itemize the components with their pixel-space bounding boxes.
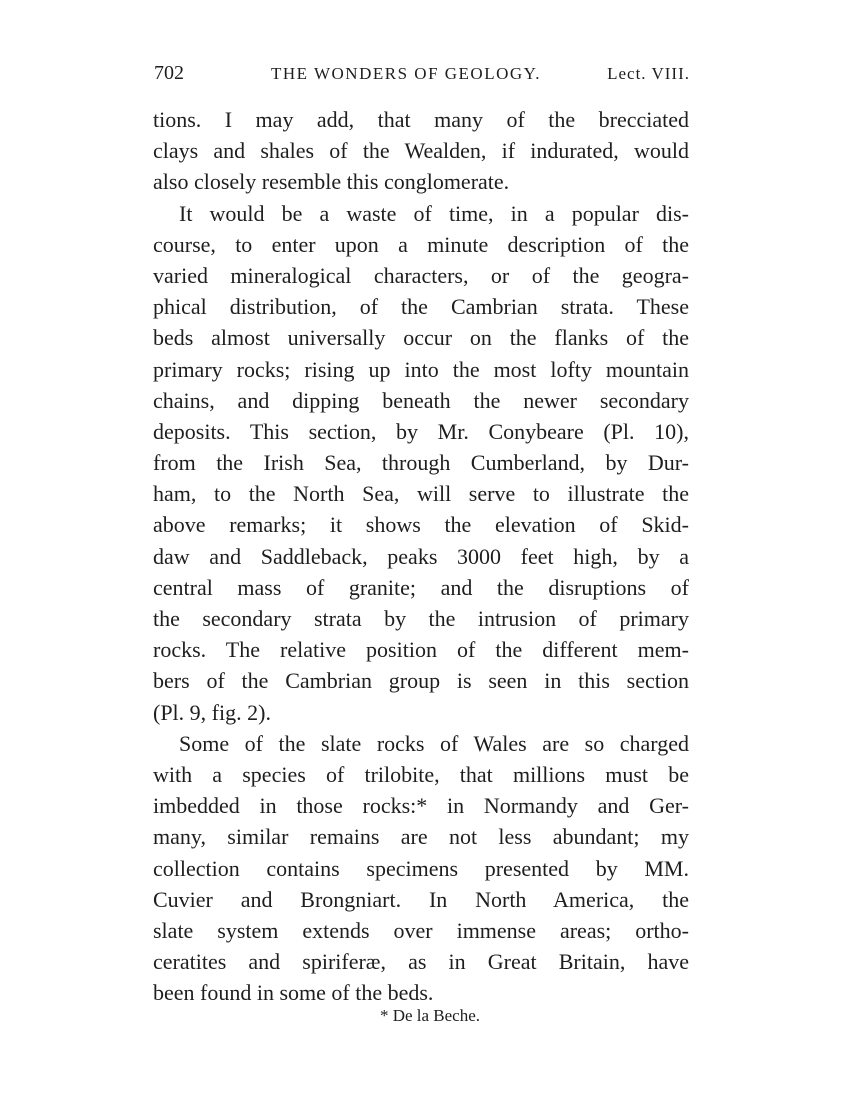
body-text [153, 104, 689, 1008]
text-line: from the Irish Sea, through Cumberland, by Dur- [153, 450, 689, 476]
paragraph [153, 728, 689, 1009]
text-line: imbedded in those rocks:* in Normandy and Ger- [153, 793, 689, 819]
text-line: also closely resemble this conglomerate. [153, 169, 510, 195]
text-line: deposits. This section, by Mr. Conybeare (Pl. 10), [153, 418, 689, 444]
text-line: with a species of trilobite, that millions must be [153, 761, 689, 787]
text-line: clays and shales of the Wealden, if indurated, would [153, 138, 689, 164]
paragraph [153, 104, 689, 198]
text-line: ceratites and spiriferæ, as in Great Britain, have [153, 949, 689, 975]
text-line: slate system extends over immense areas; ortho- [153, 917, 689, 943]
text-line: been found in some of the beds. [153, 980, 434, 1006]
text-line: above remarks; it shows the elevation of Skid- [153, 512, 689, 538]
text-line: Cuvier and Brongniart. In North America, the [153, 886, 689, 912]
text-line: Some of the slate rocks of Wales are so charged [179, 730, 689, 756]
text-line: many, similar remains are not less abundant; my [153, 824, 689, 850]
page-number: 702 [154, 62, 184, 84]
text-line: beds almost universally occur on the flanks of the [153, 325, 689, 351]
running-title: THE WONDERS OF GEOLOGY. [271, 64, 541, 83]
footnote: * De la Beche. [379, 1006, 481, 1025]
text-line: central mass of granite; and the disruptions of [153, 574, 689, 600]
running-header [154, 62, 690, 90]
lecture-reference: Lect. VIII. [607, 64, 690, 83]
text-line: (Pl. 9, fig. 2). [153, 699, 271, 725]
text-line: rocks. The relative position of the different mem- [153, 637, 689, 663]
text-line: tions. I may add, that many of the brecciated [153, 107, 689, 132]
text-line: ham, to the North Sea, will serve to illustrate the [153, 481, 689, 507]
text-line: course, to enter upon a minute description of the [153, 231, 689, 257]
text-line: chains, and dipping beneath the newer secondary [153, 387, 689, 413]
text-line: the secondary strata by the intrusion of primary [153, 606, 689, 631]
text-line: primary rocks; rising up into the most lofty mountain [153, 356, 689, 382]
paragraph [153, 198, 689, 728]
text-line: varied mineralogical characters, or of the geogra- [153, 262, 689, 288]
text-line: daw and Saddleback, peaks 3000 feet high, by a [153, 543, 689, 569]
text-line: It would be a waste of time, in a popular dis- [179, 200, 689, 226]
text-line: phical distribution, of the Cambrian strata. These [153, 294, 689, 320]
text-line: collection contains specimens presented by MM. [153, 855, 689, 881]
text-line: bers of the Cambrian group is seen in this section [153, 668, 689, 694]
